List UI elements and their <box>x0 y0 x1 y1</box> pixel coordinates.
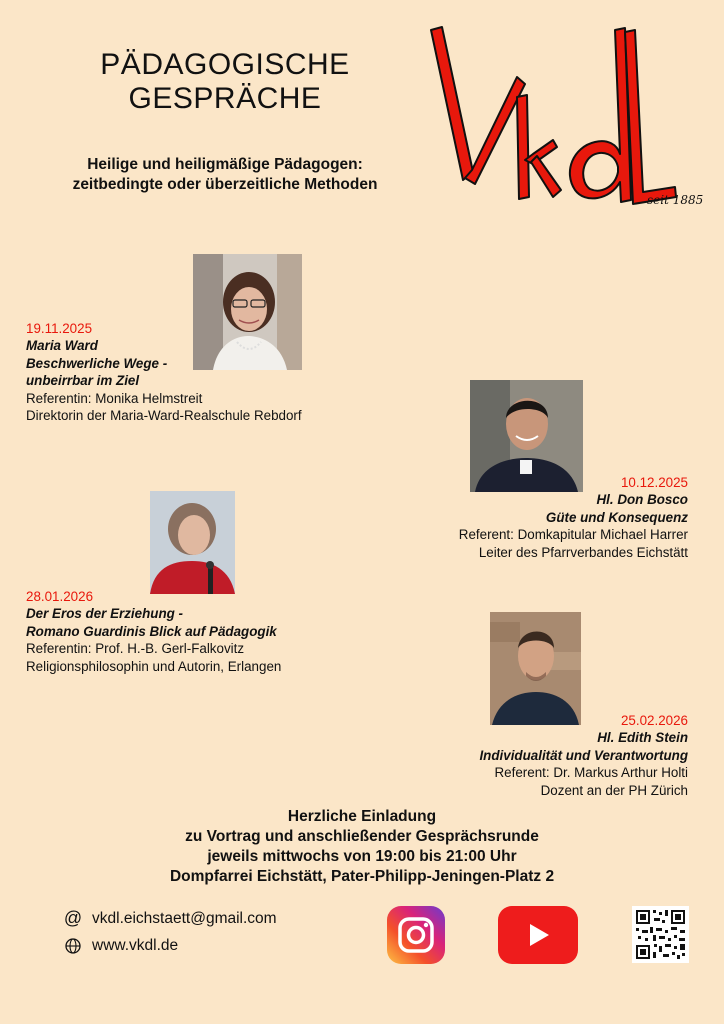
instagram-icon[interactable] <box>387 906 445 964</box>
title-line-2: GESPRÄCHE <box>128 82 322 115</box>
event-title-line: Romano Guardinis Blick auf Pädagogik <box>26 623 277 639</box>
subtitle-line-1: Heilige und heiligmäßige Pädagogen: <box>87 156 363 173</box>
event-title-line: Individualität und Verantwortung <box>479 747 688 763</box>
invitation-block <box>40 807 684 887</box>
event-maria-ward <box>26 320 302 424</box>
event-title-line: Beschwerliche Wege - <box>26 355 168 371</box>
website-url[interactable]: www.vkdl.de <box>92 937 179 954</box>
event-speaker-role: Direktorin der Maria-Ward-Realschule Rebdorf <box>26 408 302 424</box>
logo-tagline: seit 1885 <box>647 193 704 207</box>
event-date: 28.01.2026 <box>26 589 94 604</box>
at-icon: @ <box>63 908 83 928</box>
email-address[interactable]: vkdl.eichstaett@gmail.com <box>92 909 277 927</box>
event-speaker-role: Leiter des Pfarrverbandes Eichstätt <box>478 544 688 560</box>
event-don-bosco <box>459 474 688 561</box>
invitation-line: Dompfarrei Eichstätt, Pater-Philipp-Jeningen-Platz 2 <box>169 868 555 885</box>
event-title-line: unbeirrbar im Ziel <box>26 373 140 389</box>
globe-icon <box>62 938 84 954</box>
event-date: 10.12.2025 <box>620 475 688 490</box>
vkdl-logo <box>425 22 704 222</box>
event-guardini <box>26 588 281 675</box>
event-date: 25.02.2026 <box>620 713 688 728</box>
event-title-line: Maria Ward <box>26 338 98 354</box>
event-date: 19.11.2025 <box>26 321 93 336</box>
invitation-line: Herzliche Einladung <box>287 808 437 825</box>
event-title-line: Güte und Konsequenz <box>545 509 688 525</box>
event-title-line: Hl. Edith Stein <box>597 730 688 746</box>
contact-email[interactable] <box>62 908 277 929</box>
invitation-line: jeweils mittwochs von 19:00 bis 21:00 Uhr <box>207 848 517 865</box>
invitation-line: zu Vortrag und anschließender Gesprächsrunde <box>185 828 539 845</box>
event-speaker: Referent: Domkapitular Michael Harrer <box>458 527 688 543</box>
contact-website[interactable] <box>62 937 178 955</box>
event-speaker: Referentin: Prof. H.-B. Gerl-Falkovitz <box>26 641 245 657</box>
page-subtitle <box>40 155 410 195</box>
event-speaker-role: Dozent an der PH Zürich <box>540 782 688 798</box>
speaker-photo-holti <box>490 612 581 725</box>
subtitle-line-2: zeitbedingte oder überzeitliche Methoden <box>72 176 378 193</box>
page-title <box>40 48 410 116</box>
event-speaker: Referent: Dr. Markus Arthur Holti <box>494 765 688 781</box>
speaker-photo-gerl-falkovitz <box>150 491 235 594</box>
event-speaker: Referentin: Monika Helmstreit <box>26 390 203 406</box>
event-speaker-role: Religionsphilosophin und Autorin, Erlangen <box>26 658 282 674</box>
title-line-1: PÄDAGOGISCHE <box>100 48 350 81</box>
event-title-line: Der Eros der Erziehung - <box>26 606 183 622</box>
qr-code-icon[interactable] <box>632 906 689 963</box>
event-edith-stein <box>479 712 688 799</box>
youtube-icon[interactable] <box>498 906 578 964</box>
event-title-line: Hl. Don Bosco <box>596 492 688 508</box>
